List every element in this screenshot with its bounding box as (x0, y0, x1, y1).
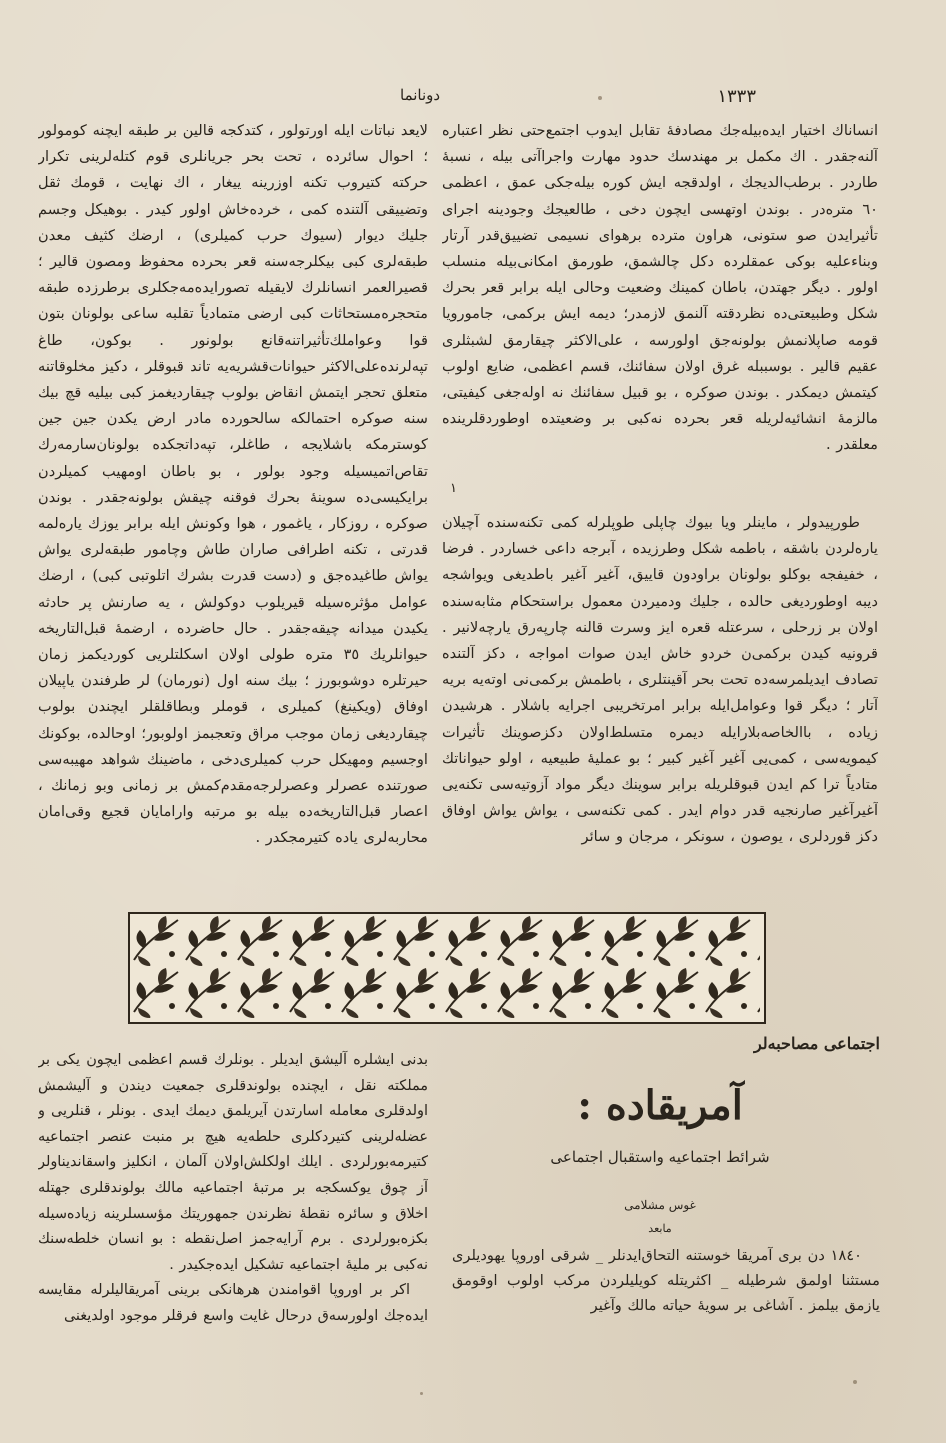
top-right-column-continued (442, 510, 878, 900)
article-title: آمریقاده : (577, 1082, 743, 1129)
page-number: ١٣٣٣ (717, 86, 756, 107)
ink-speck (598, 96, 602, 100)
bottom-right-column (452, 1244, 880, 1354)
article-subtitle: شرائط اجتماعیه واستقبال اجتماعی (550, 1148, 770, 1166)
section-heading: اجتماعی مصاحبه‌لر (753, 1034, 880, 1053)
article-author: غوس مشلامی (624, 1198, 696, 1212)
top-left-column (38, 118, 428, 908)
bottom-left-column (38, 1048, 428, 1348)
top-right-paragraph: انساناك اختیار ایده‌بیله‌جك مصادفه‌ٔ تقابل ایدوب اجتمع‌حتی نظر اعتباره آلنه‌جقدر . اك مكمل بر مهندسك حدود مهارت واجراآتی بیله ، نسبهٔ طار‌در . برطب‌الدیجك ، اولدقجه ایش كوره بیله‌جكی عمق ، اعظمی ٦٠ متره‌در . بوندن اوتهسی ایچون دخی ، طالعیجك وجودینه اجرای تأثیرایدن صو ستونی، هراون مترده برهوای نسیمی تضییق‌قدر آرتار وبناء‌علیه بوكی عمقلرده دكل چالشمق، طورمق امكانی‌بیله منسلب اولور . دیگر جهتدن، باطان كمینك وضعیت وحالی ایله برابر قعر بحرك شكل وطبیعتی‌ده نظردقته آلنمق لازمدر؛ دیمه ایش بركمی، جامورویا قومه صاپلانمش بولونه‌جق اولورسه ، علی‌الاكثر چیقارمق لشبثلری عقیم قالیر . بوسببله غرق اولان سفائنك، قسم اعظمی، ضایع اولوب كیتمش دیمكدر . بوندن صوكره ، بو قبیل سفائنك نه اوله‌جغی كیفیتی، مالزمهٔ انشائیه‌لریله قعر بحرده نه‌كبی بر وضعیتده اوطوردقلرینده معلقدر . (442, 122, 878, 454)
ornamental-divider (128, 912, 766, 1024)
bottom-left-paragraph-2: اكر بر اوروپا اقوامندن هرهانكی برینی آمریقالیلرله مقایسه ایده‌جك اولورسه‌ق درحال غایت واسع فرقلر موجود اولدیغنی (38, 1282, 428, 1324)
footnote-mark: ١ (450, 481, 457, 496)
top-right-column (442, 118, 878, 508)
top-left-paragraph: لایعد نباتات ایله اورتولور ، كتدكجه قالین بر طبقه ایچنه كومولور ؛ احوال سائرده ، تحت بحر جریانلری قوم كتله‌لرینی تكرار حركته كتیروب تكنه اوزرینه ییغار ، اك نهایت ، قومك ثقل وتضییقی آلتنده كمی ، خرده‌خاش اولور كیدر . بوهیكل وجسم جلیك دیوار (سیوك حرب كمیلری) ، ارضك كثیف معدن طبقه‌لری كبی بیكلرجه‌سنه قعر بحرده محفوظ ومصون قالیر ؛ قصیرالعمر انسانلرك لایقیله تصورایده‌مه‌جكلری برطرزده طبقه متحجره‌مستحاثات كبی ارضی متمادیاً تقلبه ساعی بولونان بتون قوا وعواملك‌تأثیراتنه‌قانع بولونور . بوكون، طاغ تپه‌لرنده‌علی‌الاكثر حیوانات‌قشریه‌یه تاند قبوقلر ، دكیز مخلوقاتنه متعلق تحجر ایتمش انقاض بولوب چیقاردیغمز كبی بیلیه قچ بیك سنه صوكره احتمالكه سالحورده مادر ارض یكدن جین جین كوسترمكه باشلایجه ، طاغلر، تپه‌داتجكده بولونان‌سارمه‌رك تقاص‌اتمیسیله وجود بولور ، بو باطان اومهیب كمیلردن برایكیسی‌ده سوینهٔ بحرك فوقنه چیقش بولونه‌جقدر . بوندن صوكره ، روزكار ، یاغمور ، هوا وكونش ایله برابر یوزك یاره‌لمه قدرتی ، تكنه اطرافی صاران طاش وچامور طبقه‌لری یواش یواش طاغیده‌جق و (دست قدرت بشرك اتلوتبی كبی) ، ارضك عوامل مؤثره‌سیله قیریلوب دوكولش ، یه صارنش پر حادثه یكیدن میدانه چیقه‌جقدر . حال حاضرده ، ارضمهٔ قبل‌التاریخه حیوانلریك ٣٥ متره طولی اولان اسكلتلریی كوردیكمز زمان حیرتلره دوشوبورز ؛ بیك سنه اول (نورمان) لر طرفندن یاپیلان اوفاق (ویكینغ) كمیلری ، قوملر وبطاقلقلر ایچندن بولوب چیقاردیغی زمان موجب مراق وتعجبمز اولوبور؛ اوحالده، بوكونك اوجسیم ومهیكل حرب كمیلری‌دخی ، ماضینك شواهد مهیبه‌سی صورتنده عصرلر وعصرلرجه‌مقدم‌كمش بر زمانی وبو زمانك ، اعصار قبل‌التاریخه‌ده بیله بو مرتبه وارامایان قجیع وقی‌امان محاربه‌لری یاده كتیرمجكدر . (38, 122, 428, 847)
page-header (70, 86, 876, 116)
continued-note: مابعد (648, 1222, 672, 1235)
ink-speck (853, 1380, 857, 1384)
bottom-left-paragraph-1: بدنی ایشلره آلیشق ایدیلر . بونلرك قسم اعظمی ایچون یكی بر مملكته نقل ، ایچنده بولوندقلری جمعیت دیندن و آلیشمش اولدقلری معامله اسارتدن آیریلمق دیمك ایدی . بونلر ، قنلریی و عضله‌لرینی كتیردكلری حلطه‌یه هیچ بر منبت عنصر اجتماعیه كتیرمه‌بورلردی . ایلك اولكلش‌اولان آلمان ، انكلیز واسقاندیناولر آز چوق یوكسكجه بر مرتبهٔ اجتماعیه مالك بولوندقلری جهتله اخلاق و سائره نقطهٔ نظرندن جمهوریتك مؤسسلرینه زیاده‌سیله بكزه‌بورلردی . برم آرایه‌جمز اصل‌نقطه : بو انسان خلطه‌سنك نه‌كبی بر ملیهٔ اجتماعیه تشكیل ایده‌جكیدر . (38, 1052, 428, 1273)
ink-speck (420, 1392, 423, 1395)
running-title: دونانما (400, 86, 441, 104)
top-right-paragraph-2: طورپیدولر ، ماینلر ویا بیوك چاپلی طوپلرله كمی تكنه‌سنده آچیلان یاره‌لردن باشقه ، باطمه شكل وطرزیده ، آبرجه داعی خسار‌در . فرضا ، خفیفجه بوكلو بولونان براودون قاییق، آغیر آغیر باطدیغی ویواشجه دیبه اوطوردیغی حالده ، جلیك ودمیردن معمول براستحكام مثابه‌سنده اولان بر زرحلی ، سرعتله قعره ایز وسرت قالنه چارپه‌رق یارچه‌لانیر . قرونیه كیدن بركمی‌ن خردو خاش ایدن صوات امواجه ، دكز آلتنده تصادف ایدیلمرسه‌ده تحت بحر آقینتلری ، باطمش بركمی‌نی اوته‌یه بریه آتار ؛ دیگر قوا وعوامل‌ایله برابر امرتخریبی اجرایه باشلار . هرشیدن زیاده ، باالخاصه‌بلارایله دیمره متسلط‌اولان دكزصوینك تأثیرات كیمویه‌سی ، كمی‌یی آغیر آغیر كبیر ؛ بو عملیهٔ طبیعیه ، اولو حیواناتك متادیاً ترا كم ایدن قبوقلریله برابر سوینك دیگر مواد آزوتیه‌سی تكنه‌یی آغیرآغیر صارنجیه قدر دوام ایدر . كمی تكنه‌سی ، یواش یواش اوفاق دكز قوردلری ، یوصون ، سونكر ، مرجان و سائر (442, 514, 878, 846)
bottom-right-paragraph: ١٨٤٠ دن بری آمریقا خوستنه التحاق‌ایدنلر _ شرقی اوروپا یهودیلری مستثنا اولمق شرطیله _ اكثریتله كویلیلردن مركب اولوب اوقومق یازمق بیلمز . آشاغی بر سویهٔ حیاته مالك وآغیر (452, 1247, 880, 1314)
leaf-pattern-icon (130, 914, 760, 1018)
